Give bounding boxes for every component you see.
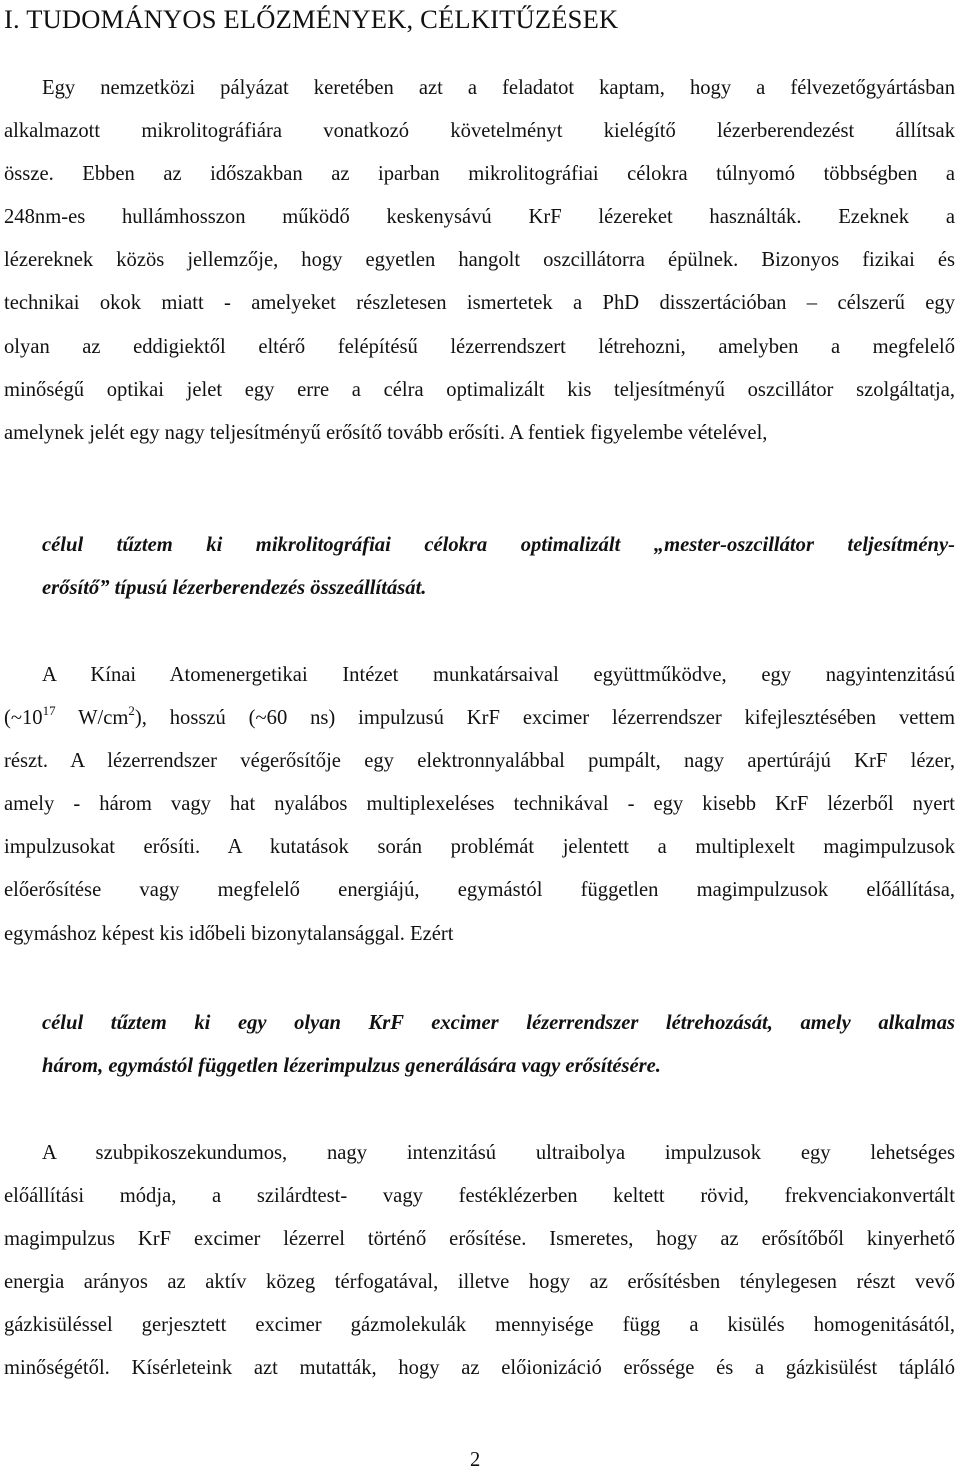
text-line: minőségétől. Kísérleteink azt mutatták, hogy az előionizáció erőssége és a gázkisülést tápláló (4, 1357, 955, 1380)
page-number: 2 (470, 1449, 481, 1471)
text-line: energia arányos az aktív közeg térfogatával, illetve hogy az erősítésben ténylegesen részt vevő (4, 1271, 955, 1294)
text-line: A Kínai Atomenergetikai Intézet munkatársaival együttműködve, egy nagyintenzitású (42, 664, 955, 686)
text-line: impulzusokat erősíti. A kutatások során problémát jelentett a multiplexelt magimpulzusok (4, 836, 955, 859)
text-line: amely - három vagy hat nyalábos multiplexeléses technikával - egy kisebb KrF lézerből nyert (4, 793, 955, 816)
text-line: össze. Ebben az időszakban az iparban mikrolitográfiai célokra túlnyomó többségben a (4, 163, 955, 186)
text-line: magimpulzus KrF excimer lézerrel történő erősítése. Ismeretes, hogy az erősítőből kinyerhető (4, 1228, 955, 1251)
text-line: minőségű optikai jelet egy erre a célra optimalizált kis teljesítményű oszcillátor szolgáltatja, (4, 378, 955, 401)
text-line: előerősítése vagy megfelelő energiájú, egymástól független magimpulzusok előállítása, (4, 879, 955, 902)
exponent: 2 (128, 703, 135, 719)
text-line: olyan az eddigiektől eltérő felépítésű lézerrendszert létrehozni, amelyben a megfelelő (4, 335, 955, 358)
text-line: részt. A lézerrendszer végerősítője egy elektronnyalábbal pumpált, nagy apertúrájú KrF lézer, (4, 750, 955, 773)
text-line: célul tűztem ki mikrolitográfiai célokra optimalizált „mester-oszcillátor teljesítmény- (42, 534, 955, 556)
section-heading: I. TUDOMÁNYOS ELŐZMÉNYEK, CÉLKITŰZÉSEK (4, 4, 619, 34)
exponent: 17 (42, 703, 56, 719)
text-line: 248nm-es hullámhosszon működő keskenysávú KrF lézereket használták. Ezeknek a (4, 206, 955, 229)
text-line: lézereknek közös jellemzője, hogy egyetlen hangolt oszcillátorra épülnek. Bizonyos fizikai és (4, 249, 955, 272)
text-line-with-units (4, 697, 955, 740)
text-line: gázkisüléssel gerjesztett excimer gázmolekulák mennyisége függ a kisülés homogenitásától, (4, 1314, 955, 1337)
goal-statement-2 (42, 1002, 955, 1088)
text-line: alkalmazott mikrolitográfiára vonatkozó követelményt kielégítő lézerberendezést állítsak (4, 120, 955, 143)
goal-statement-1 (42, 524, 955, 610)
text-line: Egy nemzetközi pályázat keretében azt a feladatot kaptam, hogy a félvezetőgyártásban (42, 77, 955, 99)
text-line: erősítő” típusú lézerberendezés összeállítását. (42, 577, 427, 600)
paragraph-collaboration (4, 654, 955, 956)
text-line: három, egymástól független lézerimpulzus generálására vagy erősítésére. (42, 1055, 661, 1078)
text-line: A szubpikoszekundumos, nagy intenzitású ultraibolya impulzusok egy lehetséges (42, 1142, 955, 1164)
text-fragment: ), hosszú (~60 ns) impulzusú KrF excimer lézerrendszer kifejlesztésében vettem (134, 707, 955, 730)
text-line: egymáshoz képest kis időbeli bizonytalansággal. Ezért (4, 922, 454, 945)
text-fragment: W/cm (55, 707, 129, 730)
text-line: technikai okok miatt - amelyeket részletesen ismertetek a PhD disszertációban – célszerű egy (4, 292, 955, 315)
text-line: célul tűztem ki egy olyan KrF excimer lézerrendszer létrehozását, amely alkalmas (42, 1012, 955, 1034)
text-line: amelynek jelét egy nagy teljesítményű erősítő tovább erősíti. A fentiek figyelembe vételével, (4, 421, 768, 444)
text-line: előállítási módja, a szilárdtest- vagy festéklézerben keltett rövid, frekvenciakonvertált (4, 1185, 955, 1208)
paragraph-intro (4, 67, 955, 455)
text-fragment: (~10 (4, 707, 43, 730)
paragraph-subpicosecond (4, 1132, 955, 1391)
